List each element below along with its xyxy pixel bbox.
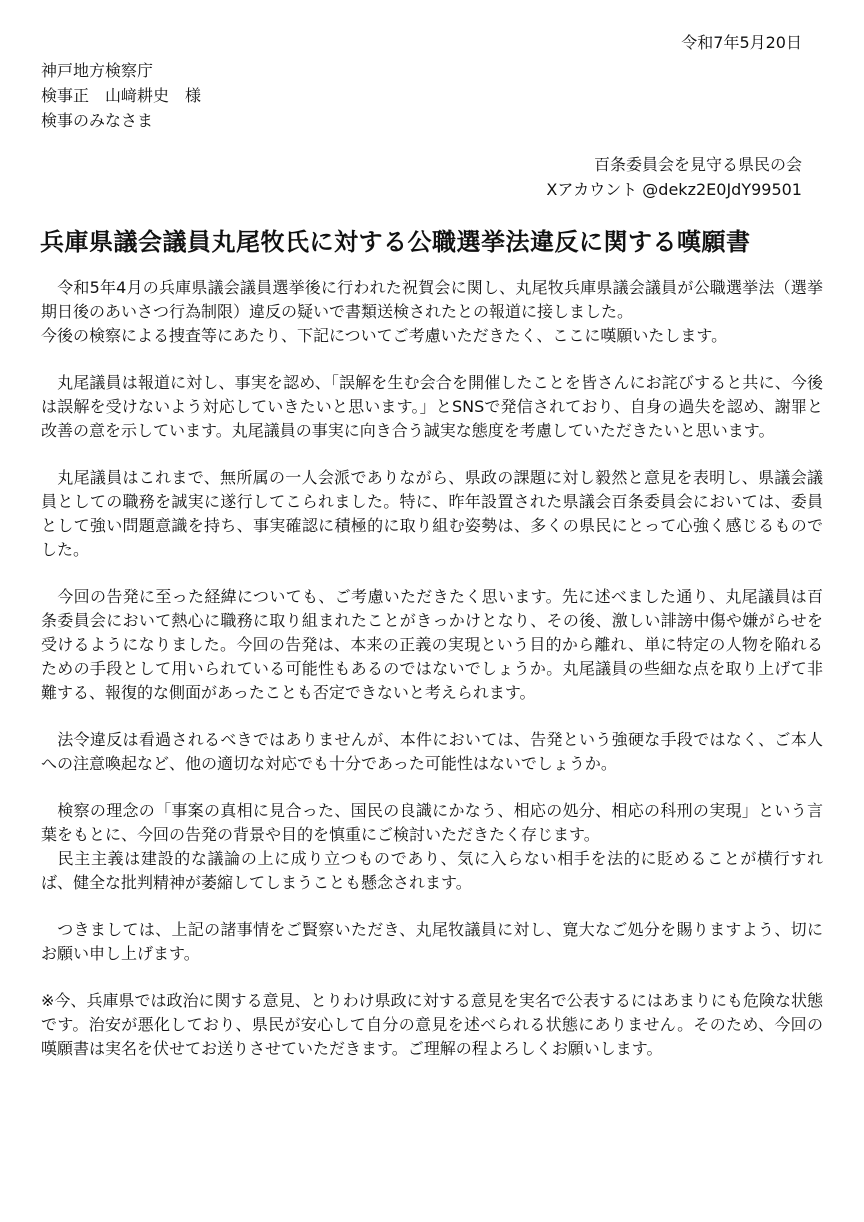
document-date: 令和7年5月20日 xyxy=(681,33,802,52)
paragraph-1-request: 今後の検察による捜査等にあたり、下記についてご考慮いただきたく、ここに嘆願いたします。 xyxy=(41,326,728,345)
sender-block xyxy=(546,152,802,202)
paragraph-5: 法令違反は看過されるべきではありませんが、本件においては、告発という強硬な手段ではなく、ご本人への注意喚起など、他の適切な対応でも十分であった可能性はないでしょうか。 xyxy=(41,730,823,773)
addressee-block xyxy=(41,58,201,133)
paragraph-6: 検察の理念の「事案の真相に見合った、国民の良識にかなう、相応の処分、相応の科刑の実現」という言葉をもとに、今回の告発の背景や目的を慎重にご検討いただきたく存じます。 xyxy=(41,801,823,844)
document-body xyxy=(41,276,823,1084)
addressee-office: 神戸地方検察庁 xyxy=(41,61,154,80)
paragraph-1: 令和5年4月の兵庫県議会議員選挙後に行われた祝賀会に関し、丸尾牧兵庫県議会議員が公職選挙法（選挙期日後のあいさつ行為制限）違反の疑いで書類送検されたとの報道に接しました。 xyxy=(41,278,823,321)
anonymity-note: ※今、兵庫県では政治に関する意見、とりわけ県政に対する意見を実名で公表するにはあまりにも危険な状態です。治安が悪化しており、県民が安心して自分の意見を述べられる状態にありません。そのため、今回の嘆願書は実名を伏せてお送りさせていただきます。ご理解の程よろしくお願いします。 xyxy=(41,991,823,1058)
document-title: 兵庫県議会議員丸尾牧氏に対する公職選挙法違反に関する嘆願書 xyxy=(40,228,751,256)
paragraph-4: 今回の告発に至った経緯についても、ご考慮いただきたく思います。先に述べました通り、丸尾議員は百条委員会において熱心に職務に取り組まれたことがきっかけとなり、その後、激しい誹謗中傷や嫌がらせを受けるようになりました。今回の告発は、本来の正義の実現という目的から離れ、単に特定の人物を陥れるための手段として用いられている可能性もあるのではないでしょうか。丸尾議員の些細な点を取り上げて非難する、報復的な側面があったことも否定できないと考えられます。 xyxy=(41,587,823,702)
paragraph-7: つきましては、上記の諸事情をご賢察いただき、丸尾牧議員に対し、寛大なご処分を賜りますよう、切にお願い申し上げます。 xyxy=(41,920,823,963)
addressee-prosecutors: 検事のみなさま xyxy=(41,111,154,130)
sender-x-account: Xアカウント @dekz2E0JdY99501 xyxy=(546,180,802,199)
sender-organization: 百条委員会を見守る県民の会 xyxy=(593,155,802,174)
paragraph-3: 丸尾議員はこれまで、無所属の一人会派でありながら、県政の課題に対し毅然と意見を表明し、県議会議員としての職務を誠実に遂行してこられました。特に、昨年設置された県議会百条委員会においては、委員として強い問題意識を持ち、事実確認に積極的に取り組む姿勢は、多くの県民にとって心強く感じるものでした。 xyxy=(41,468,823,559)
addressee-chief-prosecutor: 検事正 山﨑耕史 様 xyxy=(41,86,202,105)
paragraph-2: 丸尾議員は報道に対し、事実を認め、「誤解を生む会合を開催したことを皆さんにお詫びすると共に、今後は誤解を受けないよう対応していきたいと思います。」とSNSで発信されており、自身の過失を認め、謝罪と改善の意を示しています。丸尾議員の事実に向き合う誠実な態度を考慮していただきたいと思います。 xyxy=(41,373,823,440)
paragraph-6-democracy: 民主主義は建設的な議論の上に成り立つものであり、気に入らない相手を法的に貶めることが横行すれば、健全な批判精神が萎縮してしまうことも懸念されます。 xyxy=(41,849,823,892)
